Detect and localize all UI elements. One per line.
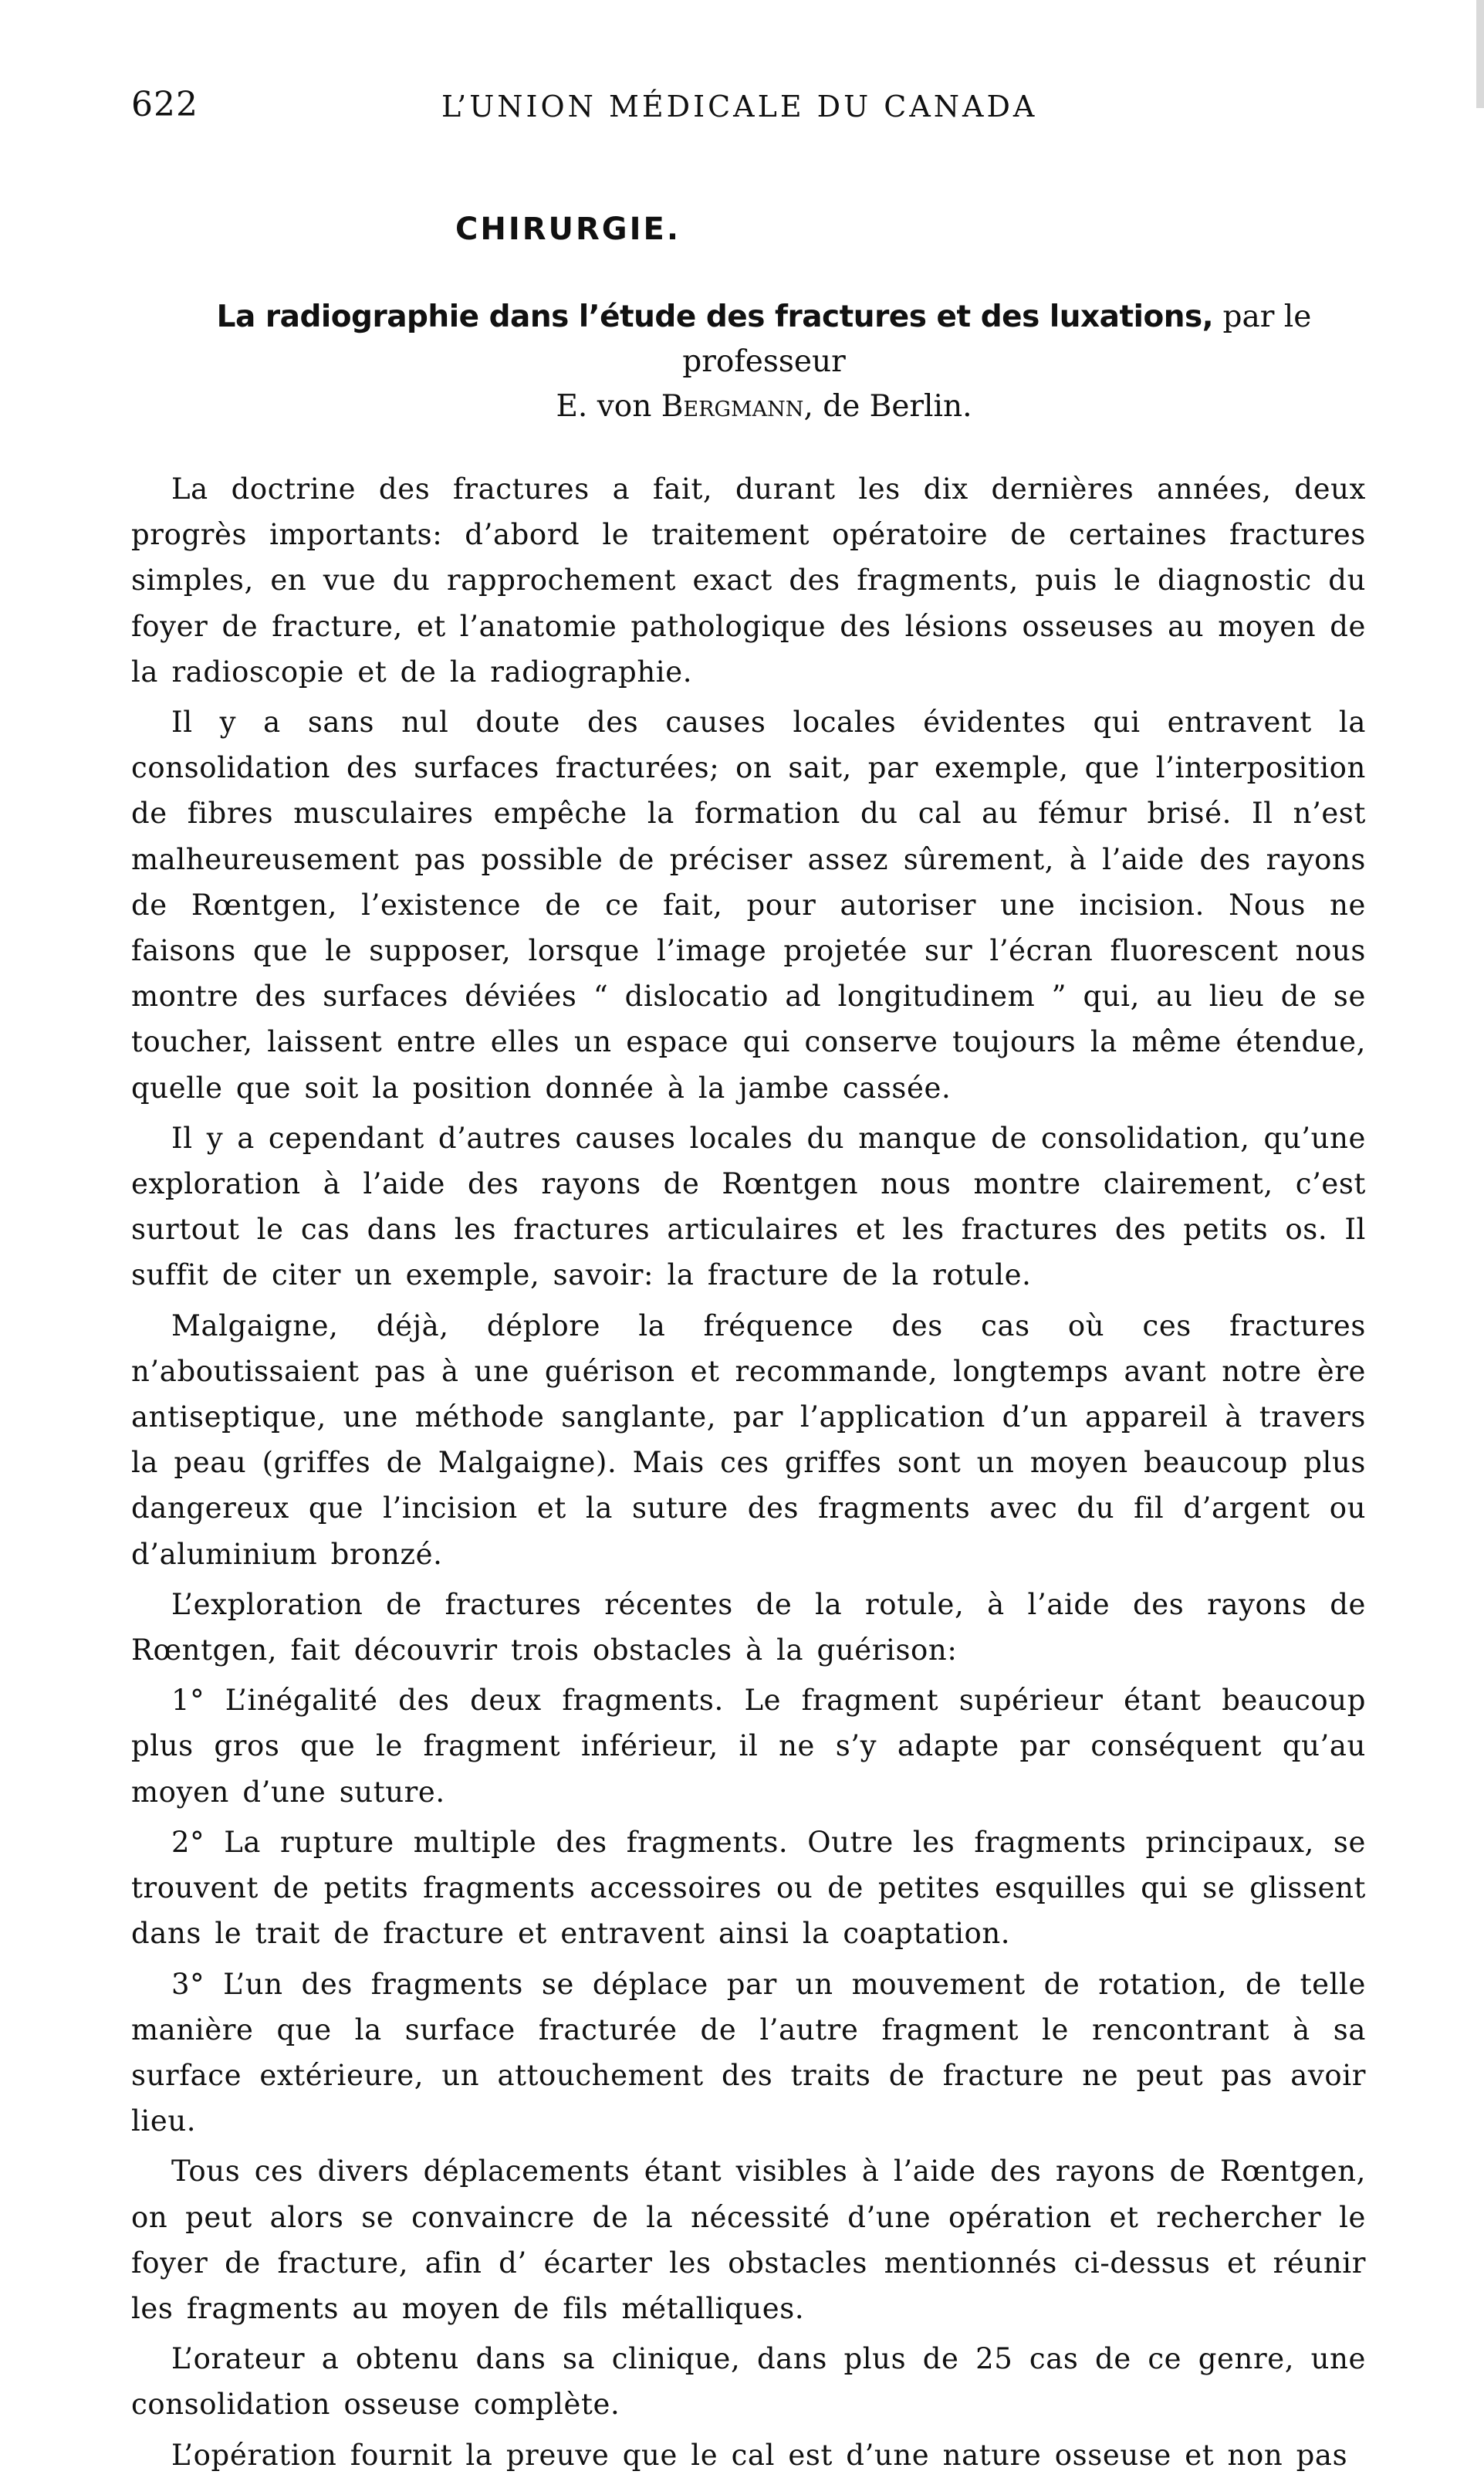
section-title: CHIRURGIE. [455,212,681,247]
author-initial: E. von [556,389,652,424]
scan-edge [1476,0,1484,108]
paragraph: L’exploration de fractures récentes de la rotule, à l’aide des rayons de Rœntgen, fait découvrir trois obstacles à la guérison: [131,1587,1366,1667]
paragraph: Il y a cependant d’autres causes locales du manque de consolidation, qu’une exploration à l’aide des rayons de Rœntgen nous montre clairement, c’est surtout le cas dans les fractures articulaires et les fractures des petits os. Il suffit de citer un exemple, savoir: la fracture de la rotule. [131,1121,1366,1292]
byline-prefix: par le professeur [682,300,1312,379]
paragraph: La doctrine des fractures a fait, durant les dix dernières années, deux progrès importants: d’abord le traitement opératoire de certaines fractures simples, en vue du rapprochement exact des fragments, puis le diagnostic du foyer de fracture, et l’anatomie pathologique des lésions osseuses au moyen de la radioscopie et de la radiographie. [131,472,1366,689]
author-place: , de Berlin. [803,389,972,424]
list-item: 1° L’inégalité des deux fragments. Le fragment supérieur étant beaucoup plus gros que le fragment inférieur, il ne s’y adapte par conséquent qu’au moyen d’une suture. [131,1684,1366,1809]
paragraph: L’orateur a obtenu dans sa clinique, dans plus de 25 cas de ce genre, une consolidation osseuse complète. [131,2342,1366,2422]
paragraph: Tous ces divers déplacements étant visibles à l’aide des rayons de Rœntgen, on peut alors se convaincre de la nécessité d’une opération et rechercher le foyer de fracture, afin d’ écarter les obstacles mentionnés ci-dessus et réunir les fragments au moyen de fils métalliques. [131,2155,1366,2325]
page-number: 622 [131,85,198,124]
article-title: La radiographie dans l’étude des fractures et des luxations, [216,300,1214,334]
paragraph: L’opération fournit la preuve que le cal est d’une nature osseuse et non pas [171,2438,1348,2472]
list-item: 3° L’un des fragments se déplace par un mouvement de rotation, de telle manière que la surface fracturée de l’autre fragment le rencontrant à sa surface extérieure, un attouchement des traits de fracture ne peut pas avoir lieu. [131,1967,1366,2138]
article-body [131,466,1366,2478]
list-item: 2° La rupture multiple des fragments. Outre les fragments principaux, se trouvent de petits fragments accessoires ou de petites esquilles qui se glissent dans le trait de fracture et entravent ainsi la coaptation. [131,1825,1366,1951]
article-heading [131,295,1366,429]
author-name: Bergmann [661,389,804,424]
paragraph: Malgaigne, déjà, déplore la fréquence des cas où ces fractures n’aboutissaient pas à une guérison et recommande, longtemps avant notre ère antiseptique, une méthode sanglante, par l’application d’un appareil à travers la peau (griffes de Malgaigne). Mais ces griffes sont un moyen beaucoup plus dangereux que l’incision et la suture des fragments avec du fil d’argent ou d’aluminium bronzé. [131,1308,1366,1571]
document-page [131,77,1366,2472]
journal-title: L’UNION MÉDICALE DU CANADA [441,90,1038,124]
running-head [131,77,1366,131]
paragraph: Il y a sans nul doute des causes locales évidentes qui entravent la consolidation des surfaces fracturées; on sait, par exemple, que l’interposition de fibres musculaires empêche la formation du cal au fémur brisé. Il n’est malheureusement pas possible de préciser assez sûrement, à l’aide des rayons de Rœntgen, l’existence de ce fait, pour autoriser une incision. Nous ne faisons que le supposer, lorsque l’image projetée sur l’écran fluorescent nous montre des surfaces déviées “ dislocatio ad longitudinem ” qui, au lieu de se toucher, laissent entre elles un espace qui conserve toujours la même étendue, quelle que soit la position donnée à la jambe cassée. [131,706,1366,1105]
